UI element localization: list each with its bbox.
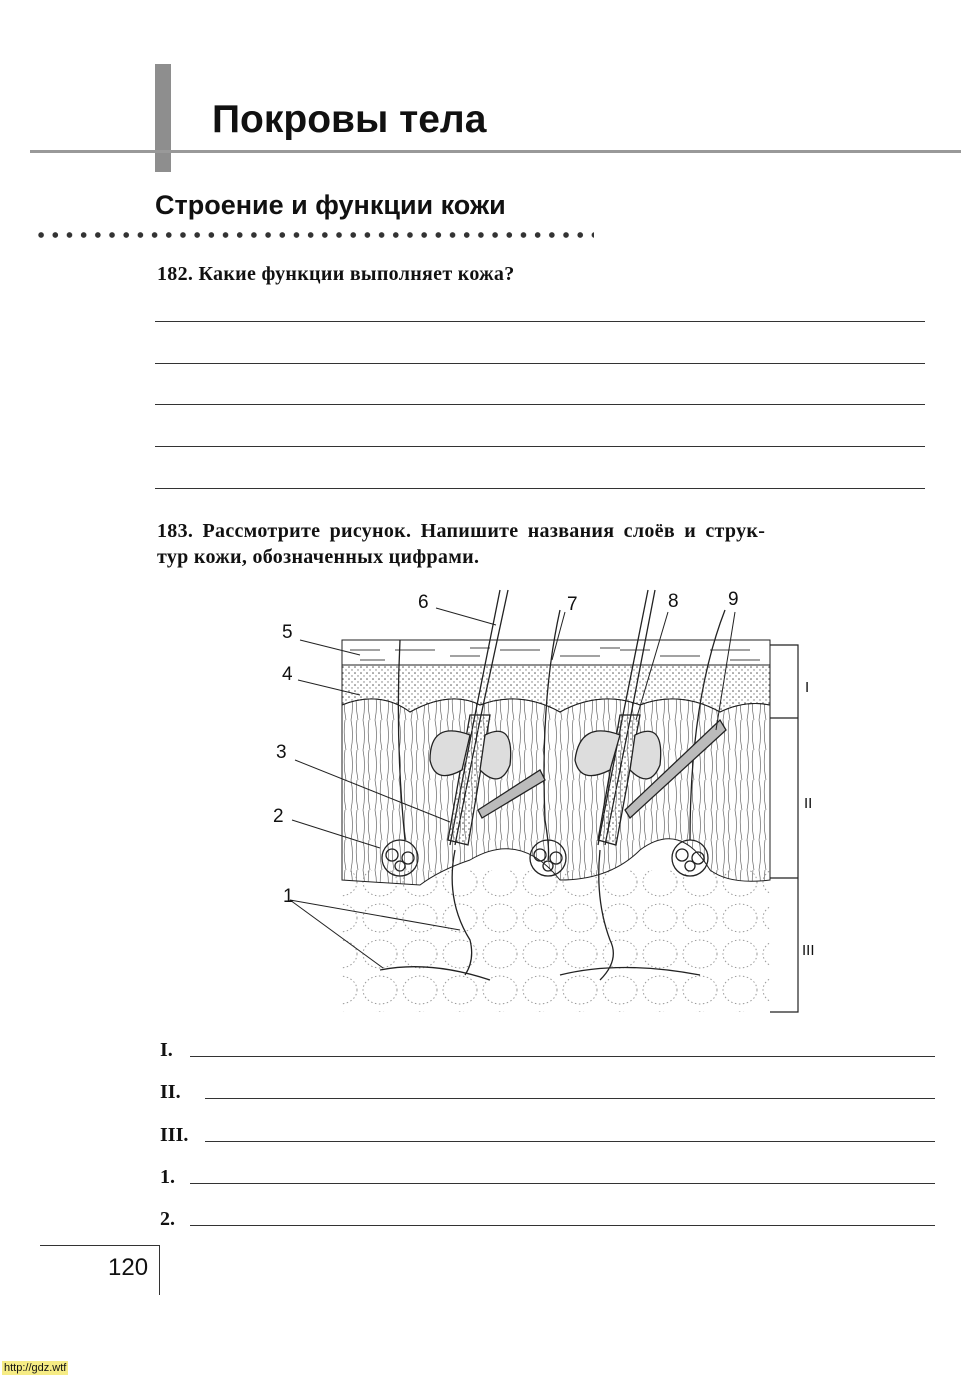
figure-label-7: 7: [567, 594, 578, 615]
page-number: 120: [108, 1254, 149, 1281]
question-183-line2: тур кожи, обозначенных цифрами.: [157, 546, 480, 568]
page-number-rule: [40, 1245, 160, 1246]
answer-line-1[interactable]: [190, 1183, 935, 1184]
page-number-divider: [159, 1245, 160, 1295]
answer-line-II[interactable]: [205, 1098, 935, 1099]
watermark-link[interactable]: http://gdz.wtf: [4, 1362, 67, 1374]
figure-label-2: 2: [273, 806, 284, 827]
answer-label-2: 2.: [160, 1208, 175, 1230]
answer-label-I: I.: [160, 1039, 173, 1061]
answer-label-III: III.: [160, 1124, 189, 1146]
answer-label-II: II.: [160, 1081, 181, 1103]
figure-label-6: 6: [418, 592, 429, 613]
figure-label-9: 9: [728, 589, 739, 610]
answer-line-III[interactable]: [205, 1141, 935, 1142]
layer-label-III: III: [802, 942, 815, 959]
answer-line-I[interactable]: [190, 1056, 935, 1057]
layer-label-I: I: [805, 679, 810, 696]
hypodermis-layer: [342, 870, 770, 1012]
figure-label-5: 5: [282, 622, 293, 643]
layer-label-II: II: [804, 795, 813, 812]
figure-label-8: 8: [668, 591, 679, 612]
figure-label-4: 4: [282, 664, 293, 685]
question-182: 182. Какие функции выполняет кожа?: [157, 263, 515, 285]
answer-line-2[interactable]: [190, 1225, 935, 1226]
figure-label-1: 1: [283, 886, 294, 907]
question-183-line1: 183. Рассмотрите рисунок. Напишите названия слоёв и струк-: [157, 520, 766, 542]
answer-label-1: 1.: [160, 1166, 175, 1188]
section-title: Строение и функции кожи: [155, 190, 506, 220]
figure-label-3: 3: [276, 742, 287, 763]
dermis-layer: [342, 699, 770, 885]
chapter-title: Покровы тела: [212, 98, 487, 141]
